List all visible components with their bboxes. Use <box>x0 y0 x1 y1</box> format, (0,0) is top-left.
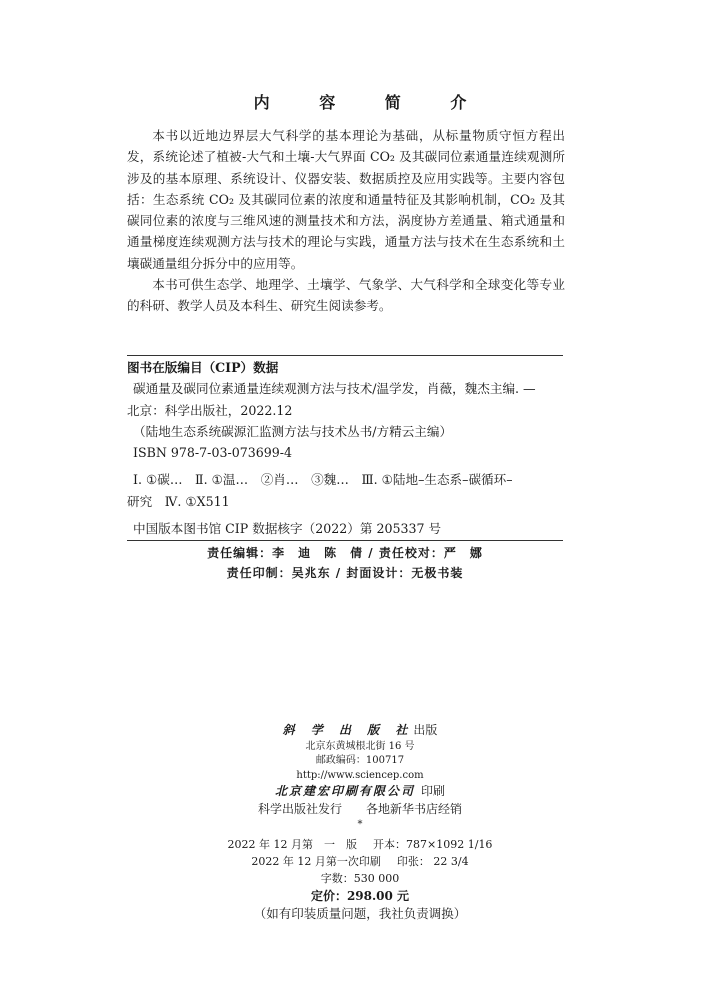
cip-classification-line-2: 研究 Ⅳ. ①X511 <box>127 493 230 509</box>
cip-publisher-line: 北京：科学出版社，2022.12 <box>127 402 293 418</box>
printing-row <box>0 853 720 870</box>
summary-paragraph-1: 本书以近地边界层大气科学的基本理论为基础，从标量物质守恒方程出发，系统论述了植被-大气和土壤-大气界面 CO₂ 及其碳同位素通量连续观测所涉及的基本原理、系统设计、仪器安装、数据质控及应用实践等。主要内容包括：生态系统 CO₂ 及其碳同位素的浓度和通量特征及其影响机制，CO₂ 及其碳同位素的浓度与三维风速的测量技术和方法，涡度协方差通量、箱式通量和通量梯度连续观测方法与技术的理论与实践，通量方法与技术在生态系统和土壤碳通量组分拆分中的应用等。 <box>127 128 565 271</box>
price: 定价：298.00 元 <box>310 888 410 903</box>
cip-series-line: （陆地生态系统碳源汇监测方法与技术丛书/方精云主编） <box>133 423 453 439</box>
publication-info <box>0 722 720 922</box>
editor-credits <box>127 543 563 583</box>
print-word: 印刷 <box>421 784 446 798</box>
content-summary <box>127 125 565 317</box>
cip-header: 图书在版编目（CIP）数据 <box>127 360 279 375</box>
edition-date: 2022 年 12 月第 一 版 <box>227 837 358 851</box>
separator-star: * <box>357 819 363 830</box>
page-title: 内 容 简 介 <box>253 93 489 112</box>
quality-notice: （如有印装质量问题，我社负责调换） <box>253 905 467 921</box>
summary-paragraph-2: 本书可供生态学、地理学、土壤学、气象学、大气科学和全球变化等专业的科研、教学人员及本科生、研究生阅读参考。 <box>127 277 565 314</box>
edition-row <box>0 836 720 853</box>
cip-record-number: 中国版本图书馆 CIP 数据核字（2022）第 205337 号 <box>133 521 442 537</box>
printing-date: 2022 年 12 月第一次印刷 <box>251 854 381 868</box>
printer-name: 北京建宏印刷有限公司 <box>274 784 415 798</box>
cip-classification-line: Ⅰ. ①碳… Ⅱ. ①温… ②肖… ③魏… Ⅲ. ①陆地–生态系–碳循环– <box>133 472 513 488</box>
distribution-line: 科学出版社发行 各地新华书店经销 <box>257 801 462 816</box>
publisher-postcode: 邮政编码：100717 <box>315 755 405 766</box>
publisher-website: http://www.sciencep.com <box>296 769 424 781</box>
cip-bottom-rule <box>127 540 563 541</box>
cip-block <box>127 357 567 539</box>
publish-word: 出版 <box>413 723 438 737</box>
editor-line-2: 责任印制：吴兆东 / 封面设计：无极书装 <box>226 566 464 580</box>
cip-top-rule <box>127 355 563 356</box>
editor-line-1: 责任编辑：李 迪 陈 倩 / 责任校对：严 娜 <box>207 546 483 560</box>
word-count: 字数：530 000 <box>320 871 400 885</box>
printed-sheets: 印张： 22 3/4 <box>396 854 469 868</box>
cip-title-line: 碳通量及碳同位素通量连续观测方法与技术/温学发，肖薇，魏杰主编. — <box>133 381 536 397</box>
publisher-name: 斜 学 出 版 社 <box>282 723 414 737</box>
format-size: 开本：787×1092 1/16 <box>373 837 493 851</box>
publisher-address: 北京东黄城根北街 16 号 <box>305 740 415 752</box>
cip-isbn: ISBN 978-7-03-073699-4 <box>133 445 293 461</box>
